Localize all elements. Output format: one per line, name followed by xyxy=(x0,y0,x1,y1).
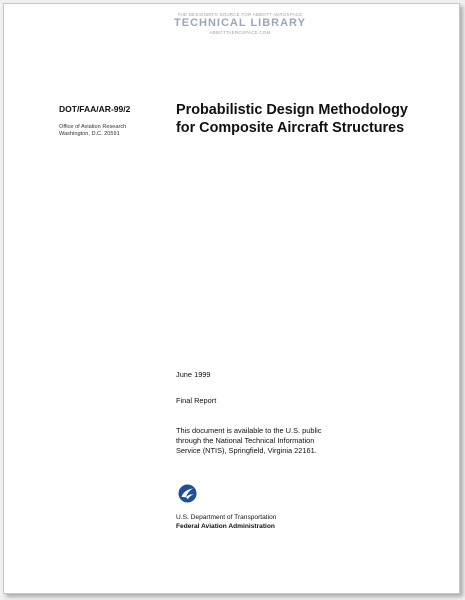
technical-library-banner xyxy=(164,8,316,38)
availability-line-1: This document is available to the U.S. public xyxy=(176,426,322,435)
office-line-2: Washington, D.C. 20591 xyxy=(59,131,120,137)
banner-website: ABBOTTAEROSPACE.COM xyxy=(209,30,271,35)
availability-statement xyxy=(176,426,376,456)
agency-administration: Federal Aviation Administration xyxy=(176,523,275,530)
report-number: DOT/FAA/AR-99/2 xyxy=(59,104,131,114)
document-page xyxy=(3,3,460,594)
document-title xyxy=(176,101,446,137)
availability-line-2: through the National Technical Information xyxy=(176,436,315,445)
publication-date: June 1999 xyxy=(176,370,211,379)
title-line-1: Probabilistic Design Methodology xyxy=(176,102,408,118)
banner-tagline: THE DESIGNER'S SOURCE FOR ABBOTT AEROSPACE xyxy=(177,12,303,17)
report-type: Final Report xyxy=(176,396,217,405)
banner-title: TECHNICAL LIBRARY xyxy=(174,17,306,29)
dot-logo-icon xyxy=(178,484,197,503)
agency-department: U.S. Department of Transportation xyxy=(176,514,277,521)
office-address xyxy=(59,124,126,138)
availability-line-3: Service (NTIS), Springfield, Virginia 22161. xyxy=(176,446,317,455)
office-line-1: Office of Aviation Research xyxy=(59,124,127,130)
title-line-2: for Composite Aircraft Structures xyxy=(176,120,405,136)
